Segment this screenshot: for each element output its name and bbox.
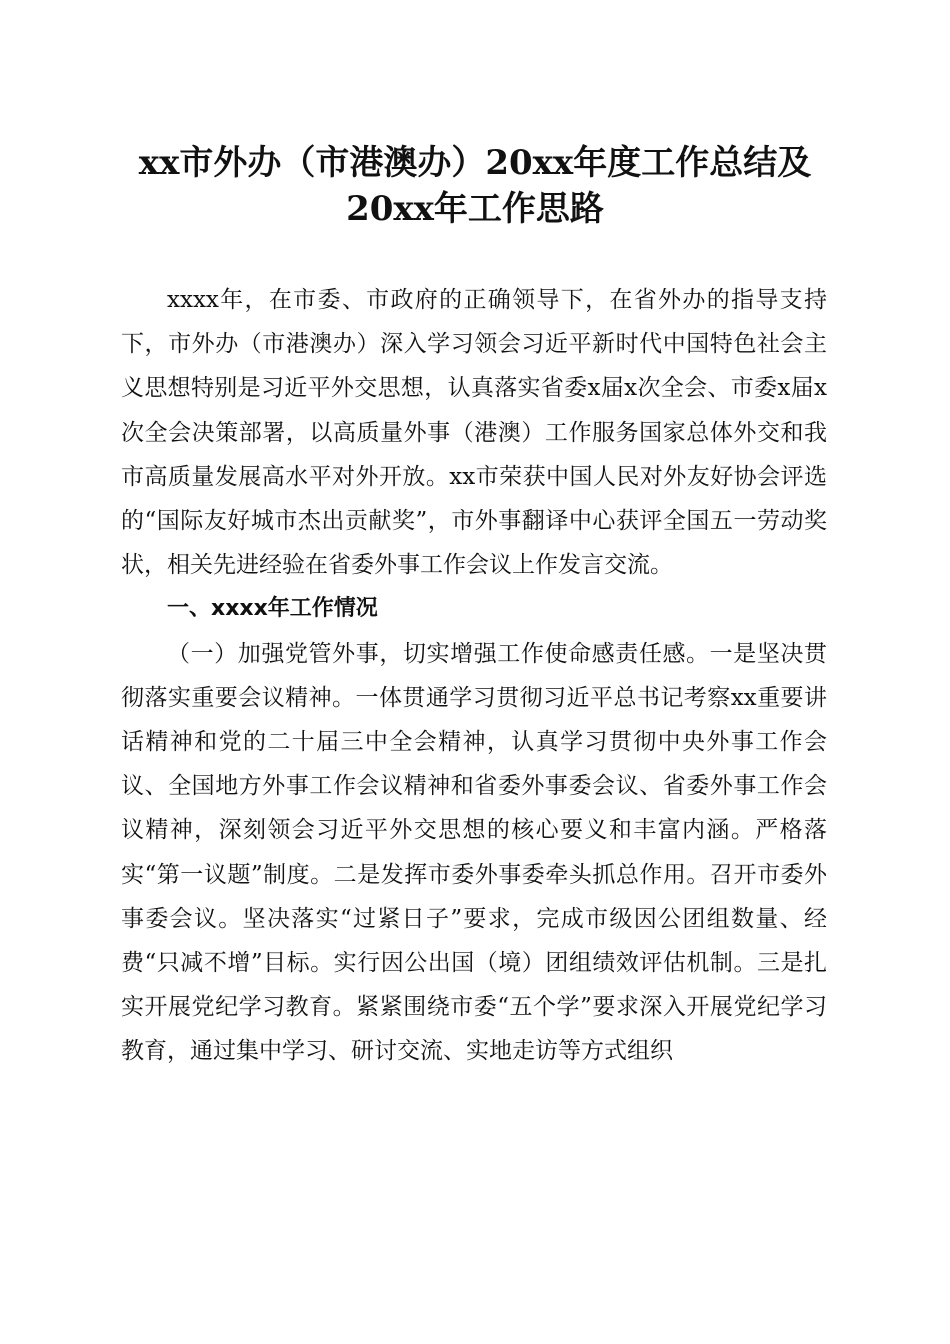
title-line-2: 20xx年工作思路 <box>346 189 604 229</box>
title-line-1: xx市外办（市港澳办）20xx年度工作总结及 <box>138 143 812 183</box>
document-body <box>121 278 827 1074</box>
document-title <box>100 140 850 232</box>
section-paragraph: （一）加强党管外事，切实增强工作使命感责任感。一是坚决贯彻落实重要会议精神。一体贯通学习贯彻习近平总书记考察xx重要讲话精神和党的二十届三中全会精神，认真学习贯彻中央外事工作会议、全国地方外事工作会议精神和省委外事委会议、省委外事工作会议精神，深刻领会习近平外交思想的核心要义和丰富内涵。严格落实“第一议题”制度。二是发挥市委外事委牵头抓总作用。召开市委外事委会议。坚决落实“过紧日子”要求，完成市级因公团组数量、经费“只减不增”目标。实行因公出国（境）团组绩效评估机制。三是扎实开展党纪学习教育。紧紧围绕市委“五个学”要求深入开展党纪学习教育，通过集中学习、研讨交流、实地走访等方式组织 <box>121 640 827 1065</box>
intro-paragraph: xxxx年，在市委、市政府的正确领导下，在省外办的指导支持下，市外办（市港澳办）深入学习领会习近平新时代中国特色社会主义思想特别是习近平外交思想，认真落实省委x届x次全会、市委x届x次全会决策部署，以高质量外事（港澳）工作服务国家总体外交和我市高质量发展高水平对外开放。xx市荣获中国人民对外友好协会评选的“国际友好城市杰出贡献奖”，市外事翻译中心获评全国五一劳动奖状，相关先进经验在省委外事工作会议上作发言交流。 <box>121 287 827 579</box>
section-heading: 一、xxxx年工作情况 <box>167 596 378 622</box>
